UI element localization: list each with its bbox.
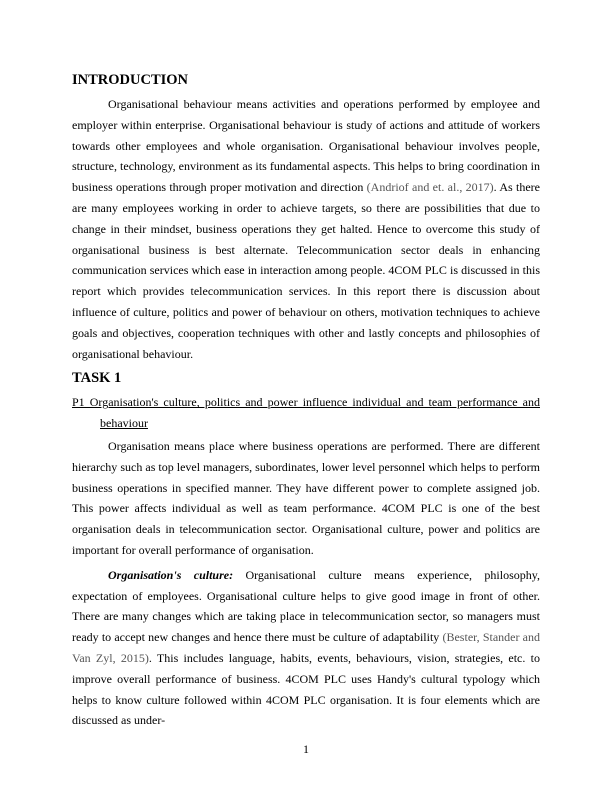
page-number: 1 bbox=[303, 742, 309, 756]
task1-heading: TASK 1 bbox=[72, 370, 122, 387]
culture-citation: (Bester, Stander and Van Zyl, 2015) bbox=[72, 630, 540, 665]
introduction-paragraph bbox=[72, 94, 540, 364]
culture-paragraph bbox=[72, 565, 540, 731]
p1-subheading: P1 Organisation's culture, politics and power influence individual and team performance and behaviour bbox=[72, 395, 540, 431]
intro-citation: (Andriof and et. al., 2017) bbox=[366, 180, 494, 195]
culture-lead: Organisation's culture: bbox=[108, 567, 234, 582]
culture-text-a: Organisational culture means experience, philosophy, expectation of employees. Organisational culture helps to give good image in front of other. There are many changes which are taking place in telecommunication sector, so managers must ready to accept new changes and hence there must be culture of adaptability bbox=[72, 567, 540, 645]
introduction-heading: INTRODUCTION bbox=[72, 72, 189, 88]
culture-text-b: . This includes language, habits, events, behaviours, vision, strategies, etc. to improve overall performance of business. 4COM PLC uses Handy's cultural typology which helps to know culture followed within 4COM PLC organisation. It is four elements which are discussed as under- bbox=[72, 650, 540, 728]
document-page bbox=[72, 70, 540, 731]
intro-text-b: . As there are many employees working in order to achieve targets, so there are possibilities that due to change in their mindset, business operations they get halted. Hence to overcome this study of organisational business is best alternate. Telecommunication sector deals in enhancing communication services which ease in interaction among people. 4COM PLC is discussed in this report which provides telecommunication services. In this report there is discussion about influence of culture, politics and power of behaviour on others, motivation techniques to achieve goals and objectives, cooperation techniques with other and lastly concepts and philosophies of organisational behaviour. bbox=[72, 180, 541, 361]
organisation-paragraph: Organisation means place where business operations are performed. There are different hierarchy such as top level managers, subordinates, lower level personnel which helps to perform business operations in specified manner. They have different power to complete assigned job. This power affects individual as well as team performance. 4COM PLC is one of the best organisation deals in telecommunication sector. Organisational culture, power and politics are important for overall performance of organisation. bbox=[72, 438, 540, 557]
intro-text-a: Organisational behaviour means activities and operations performed by employee and employer within enterprise. Organisational behaviour is study of actions and attitude of workers towards other employees and whole organisation. Organisational behaviour involves people, structure, technology, environment as its fundamental aspects. This helps to bring coordination in business operations through proper motivation and direction bbox=[72, 97, 540, 195]
